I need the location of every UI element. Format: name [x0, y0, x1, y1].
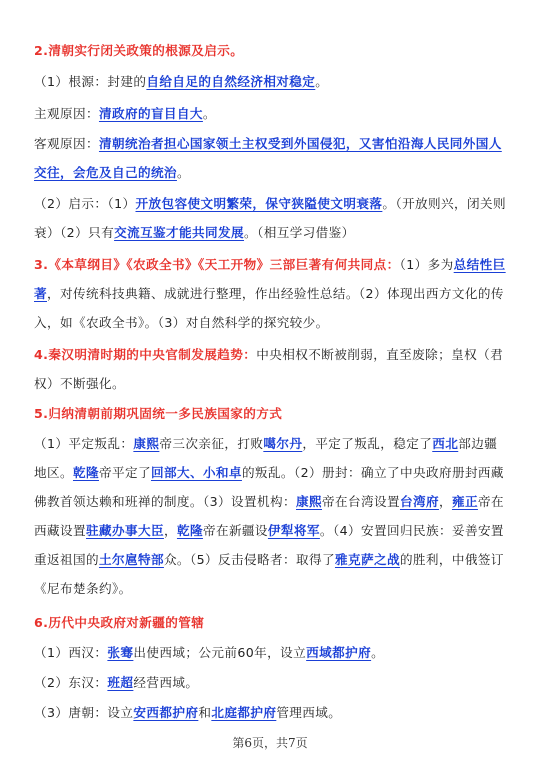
text-span: 。: [202, 106, 216, 121]
text-span: 出使西域；公元前60年，设立: [133, 645, 307, 660]
text-span: 中央相权不断被削弱，直至废除；皇权（君权）不断强化。: [34, 347, 504, 391]
text-span: 管理西域。: [276, 705, 342, 720]
text-span: （1）平定叛乱：: [34, 436, 134, 451]
keyword: 交流互鉴才能共同发展: [114, 225, 245, 240]
para-enlightenment: [34, 189, 510, 247]
keyword: 驻藏办事大臣: [85, 523, 164, 538]
text-span: 。: [315, 74, 329, 89]
heading-qing-unification: 5.归纳清朝前期巩固统一多民族国家的方式: [34, 406, 283, 421]
para-three-masterpieces: [34, 250, 510, 337]
keyword: 西北: [432, 436, 459, 451]
text-span: 。: [176, 165, 190, 180]
section-heading: 3.《本草纲目》《农政全书》《天工开物》三部巨著有何共同点：: [34, 257, 400, 272]
keyword: 台湾府: [399, 494, 439, 509]
para-objective-cause: [34, 129, 510, 187]
keyword: 张骞: [107, 645, 134, 660]
text-span: 主观原因：: [34, 106, 99, 121]
text-span: 帝在西藏设置: [34, 494, 504, 538]
keyword: 自给自足的自然经济相对稳定: [146, 74, 316, 89]
heading-xinjiang-governance: 6.历代中央政府对新疆的管辖: [34, 615, 205, 630]
text-span: 。: [371, 645, 385, 660]
keyword: 土尔扈特部: [98, 552, 164, 567]
text-span: （1）根源：封建的: [34, 74, 147, 89]
text-span: ，对传统科技典籍、成就进行整理，作出经验性总结。（2）体现出西方文化的传入，如《农政全书》。（3）对自然科学的探究较少。: [34, 286, 504, 330]
keyword: 噶尔丹: [263, 436, 303, 451]
text-span: （3）唐朝：设立: [34, 705, 134, 720]
text-span: 帝在新疆设: [202, 523, 268, 538]
text-span: 客观原因：: [34, 136, 99, 151]
page-number-footer: 第6页，共7页: [232, 736, 308, 750]
para-unification-methods: [34, 429, 510, 603]
keyword: 西域都护府: [306, 645, 372, 660]
keyword: 开放包容使文明繁荣，保守狭隘使文明衰落: [135, 196, 383, 211]
text-span: 。（4）安置回归民族：妥善安置重返祖国的: [34, 523, 504, 567]
keyword: 康熙: [133, 436, 160, 451]
keyword: 回部大、小和卓: [150, 465, 242, 480]
text-span: （2）启示：（1）: [34, 196, 136, 211]
text-span: 。（相互学习借鉴）: [244, 225, 355, 240]
text-span: 帝平定了: [98, 465, 151, 480]
text-span: 经营西域。: [133, 675, 199, 690]
text-span: 的叛乱。（2）册封：确立了中央政府册封西藏佛教首领达赖和班禅的制度。（3）设置机构：: [34, 465, 504, 509]
para-subjective-cause: [34, 99, 510, 128]
para-root-cause: [34, 67, 510, 96]
para-western-han: [34, 638, 510, 667]
keyword: 安西都护府: [133, 705, 199, 720]
text-span: ，: [438, 494, 452, 509]
text-span: 众。（5）反击侵略者：取得了: [163, 552, 335, 567]
keyword: 清朝统治者担心国家领土主权受到外国侵犯，又害怕沿海人民同外国人交往，会危及自己的统治: [34, 136, 502, 180]
text-span: 和: [198, 705, 212, 720]
heading-closed-door-policy: 2.清朝实行闭关政策的根源及启示。: [34, 43, 244, 58]
section-heading: 4.秦汉明清时期的中央官制发展趋势：: [34, 347, 257, 362]
text-span: ，平定了叛乱，稳定了: [302, 436, 433, 451]
keyword: 乾隆: [72, 465, 99, 480]
text-span: （1）多为: [399, 257, 454, 272]
keyword: 北庭都护府: [211, 705, 277, 720]
keyword: 雍正: [451, 494, 478, 509]
para-central-official-system: [34, 340, 510, 398]
para-tang-dynasty: [34, 698, 510, 727]
text-span: （2）东汉：: [34, 675, 108, 690]
text-span: 帝三次亲征，打败: [159, 436, 264, 451]
keyword: 雅克萨之战: [334, 552, 400, 567]
text-span: 帝在台湾设置: [322, 494, 400, 509]
text-span: 。（开放则兴，闭关则衰）（2）只有: [34, 196, 507, 240]
para-eastern-han: [34, 668, 510, 697]
keyword: 总结性巨著: [34, 257, 506, 301]
keyword: 班超: [107, 675, 134, 690]
keyword: 康熙: [296, 494, 322, 509]
text-span: ，: [163, 523, 177, 538]
keyword: 乾隆: [176, 523, 203, 538]
text-span: 的胜利，中俄签订《尼布楚条约》。: [34, 552, 504, 596]
text-span: （1）西汉：: [34, 645, 108, 660]
text-span: 部边疆地区。: [34, 436, 498, 480]
keyword: 伊犁将军: [267, 523, 320, 538]
keyword: 清政府的盲目自大: [98, 106, 203, 121]
